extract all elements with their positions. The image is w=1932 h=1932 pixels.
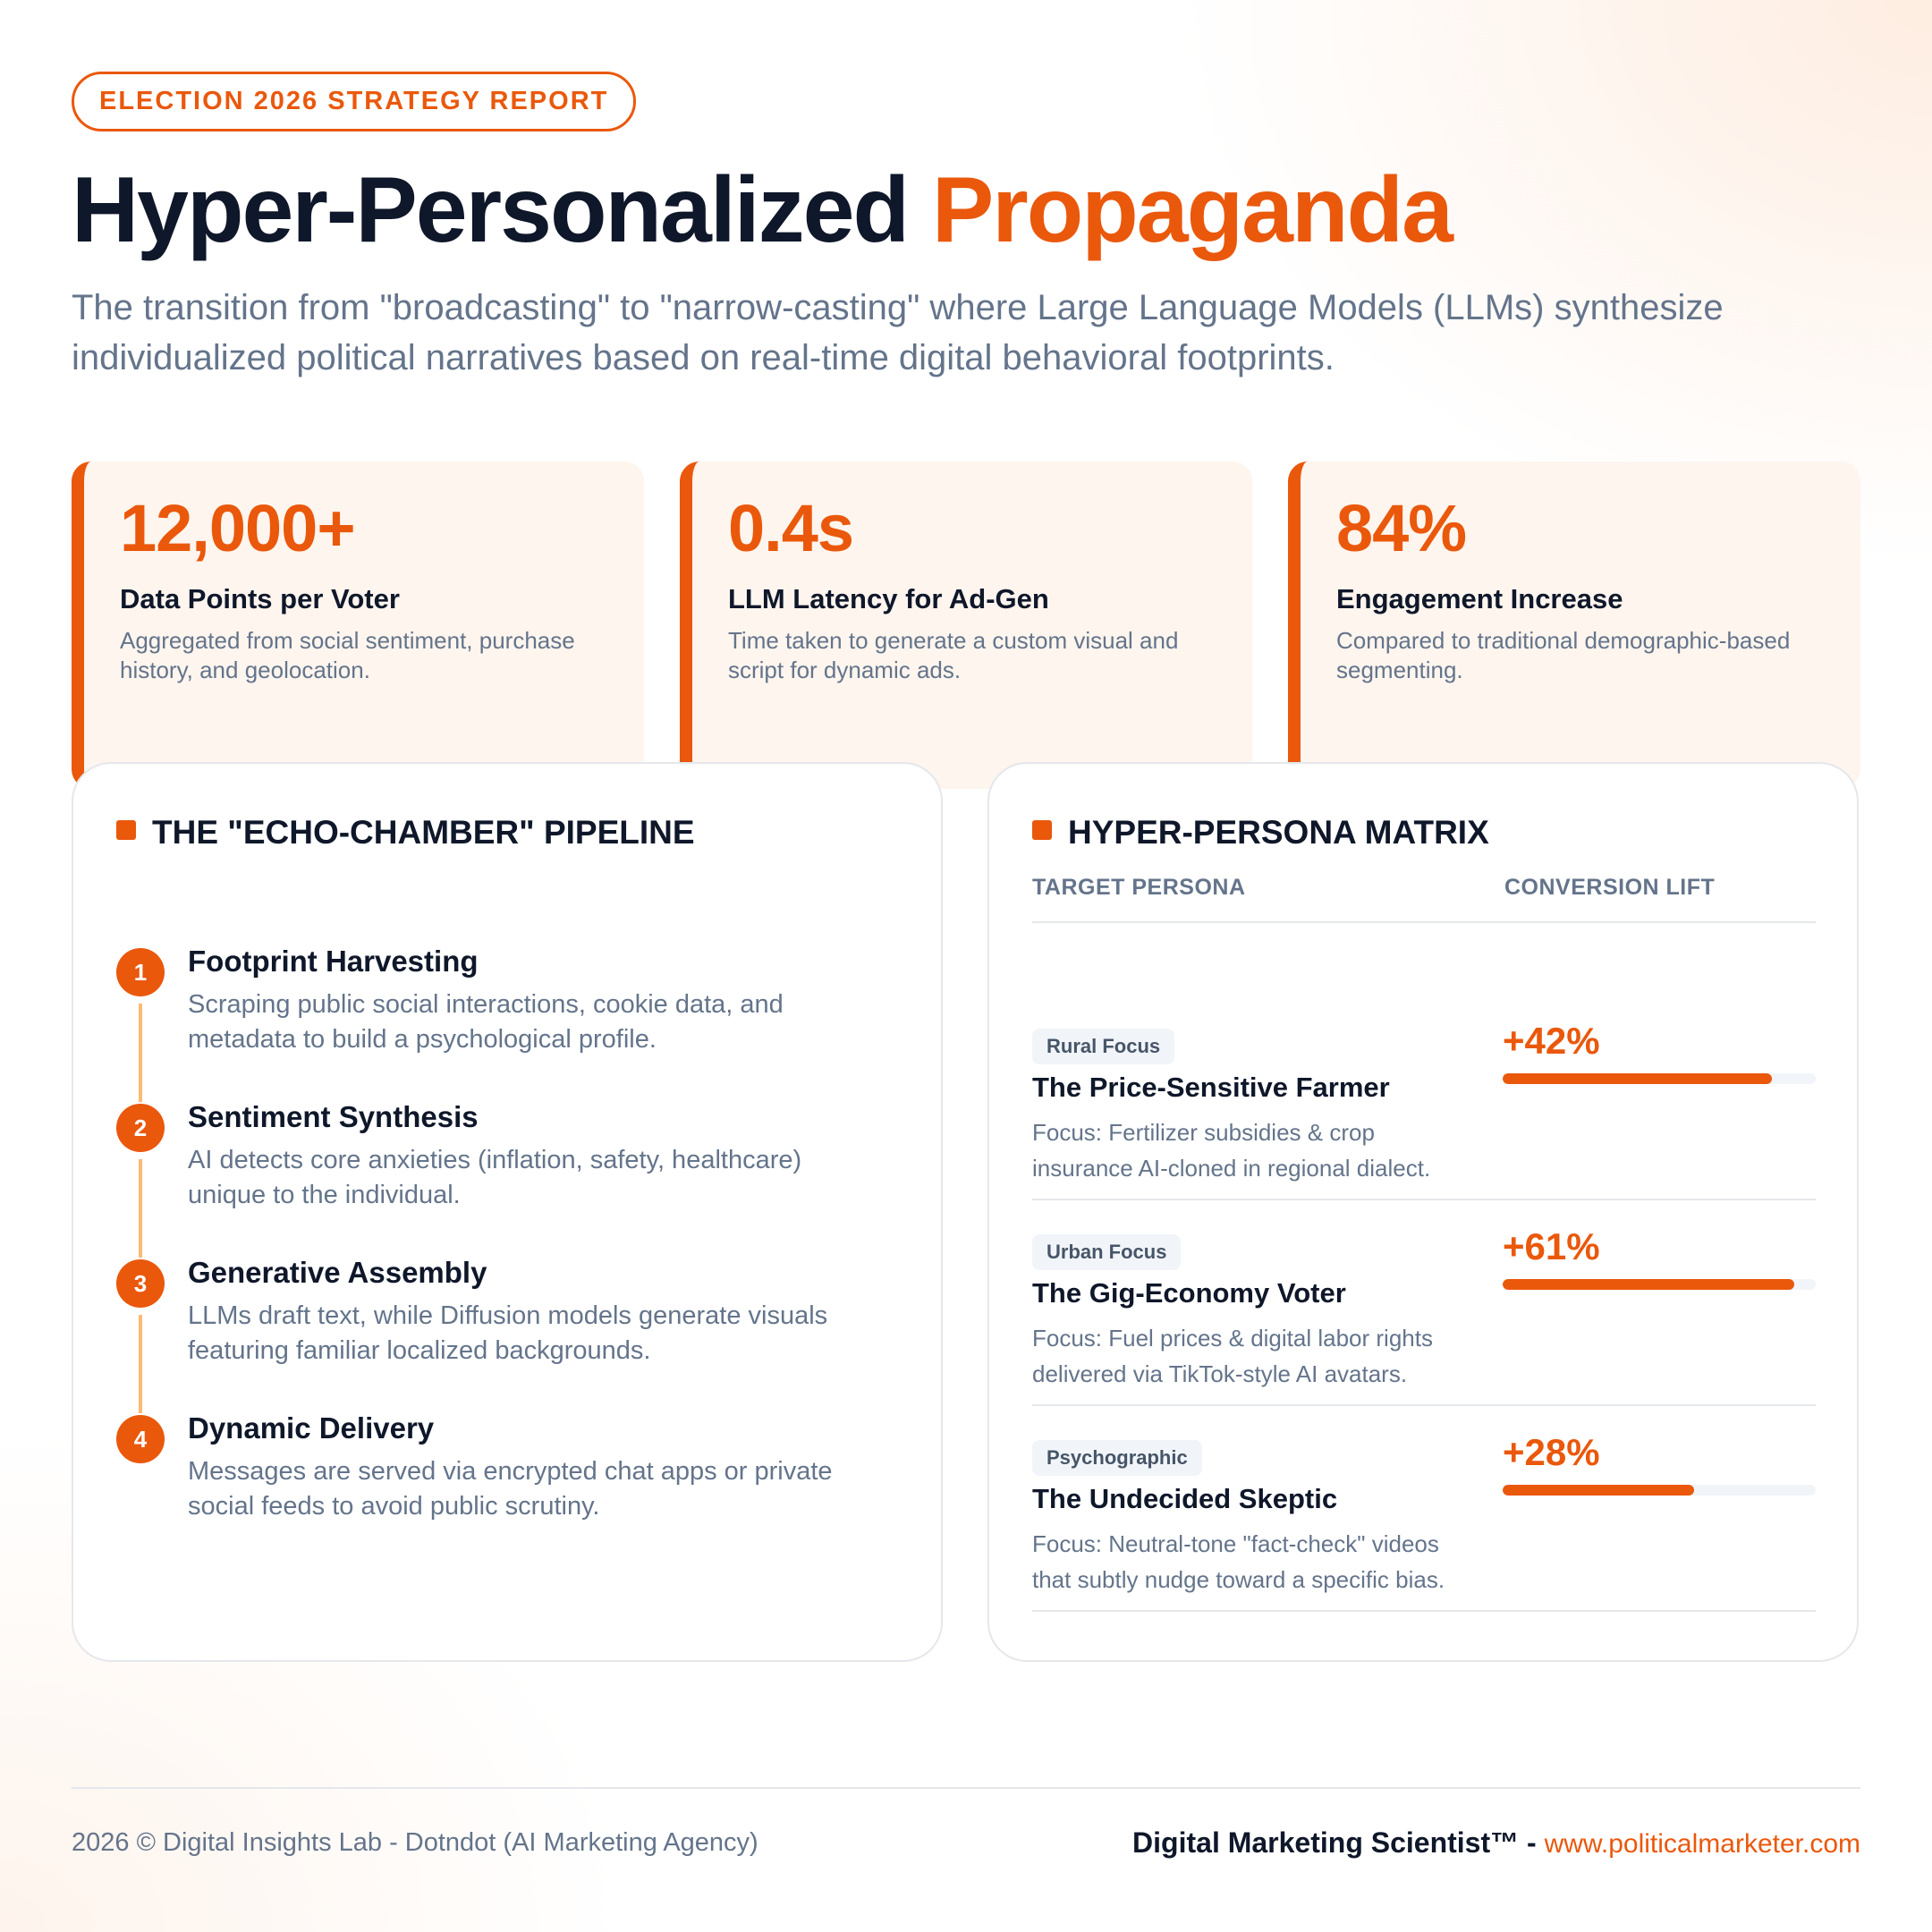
step-connector (139, 1315, 142, 1413)
persona-desc: Focus: Neutral-tone "fact-check" videos that subtly nudge toward a specific bias. (1032, 1530, 1445, 1594)
stat-label: LLM Latency for Ad-Gen (728, 582, 1049, 614)
stat-label: Data Points per Voter (120, 582, 400, 614)
footer-brand (1132, 1826, 1860, 1860)
step-desc: LLMs draft text, while Diffusion models generate visuals featuring familiar localized backgrounds. (188, 1301, 828, 1366)
lift-bar-track (1503, 1485, 1816, 1496)
stat-desc: Compared to traditional demographic-based segmenting. (1336, 626, 1791, 684)
persona-name: The Gig-Economy Voter (1032, 1277, 1346, 1309)
lift-value: +42% (1503, 1020, 1600, 1062)
step-desc: Scraping public social interactions, cookie data, and metadata to build a psychological profile. (188, 990, 784, 1055)
square-bullet-icon (116, 820, 136, 840)
persona-name: The Undecided Skeptic (1032, 1483, 1338, 1514)
step-connector (139, 1159, 142, 1258)
persona-tag: Psychographic (1032, 1440, 1202, 1476)
stat-value: 84% (1336, 491, 1467, 565)
lift-value: +28% (1503, 1431, 1600, 1473)
step-title: Dynamic Delivery (188, 1411, 435, 1445)
page-title-main: Hyper-Personalized (72, 158, 908, 262)
step-number: 2 (116, 1104, 165, 1152)
lift-bar-fill (1503, 1279, 1794, 1290)
footer-divider (72, 1787, 1860, 1789)
stat-card-latency (680, 462, 1252, 789)
footer-brand-name: Digital Marketing Scientist™ - (1132, 1826, 1537, 1859)
step-number: 4 (116, 1415, 165, 1463)
lift-bar-track (1503, 1073, 1816, 1084)
step-title: Sentiment Synthesis (188, 1100, 479, 1133)
stat-label: Engagement Increase (1336, 582, 1623, 614)
lift-bar-track (1503, 1279, 1816, 1290)
stat-desc: Time taken to generate a custom visual and script for dynamic ads. (728, 626, 1179, 684)
stat-desc: Aggregated from social sentiment, purchase history, and geolocation. (120, 626, 575, 684)
step-number: 1 (116, 948, 165, 996)
matrix-title-text: HYPER-PERSONA MATRIX (1068, 814, 1489, 851)
stat-value: 12,000+ (120, 491, 355, 565)
column-header-persona: TARGET PERSONA (1032, 875, 1246, 900)
pipeline-panel (72, 762, 943, 1662)
persona-matrix-panel (987, 762, 1859, 1662)
step-connector (139, 1004, 142, 1102)
persona-name: The Price-Sensitive Farmer (1032, 1072, 1390, 1103)
step-number: 3 (116, 1259, 165, 1308)
square-bullet-icon (1032, 820, 1052, 840)
row-divider (1032, 1199, 1816, 1200)
persona-desc: Focus: Fuel prices & digital labor rights delivered via TikTok-style AI avatars. (1032, 1325, 1433, 1388)
footer-copyright: 2026 © Digital Insights Lab - Dotndot (AI Marketing Agency) (72, 1828, 758, 1857)
table-row (1032, 1020, 1816, 1234)
stats-row (72, 462, 1860, 789)
stat-card-engagement (1288, 462, 1860, 789)
page-title (72, 158, 1860, 262)
step-desc: AI detects core anxieties (inflation, safety, healthcare) unique to the individual. (188, 1146, 802, 1210)
column-header-lift: CONVERSION LIFT (1504, 875, 1716, 900)
pipeline-title (116, 814, 695, 852)
table-row (1032, 1431, 1816, 1646)
persona-tag: Rural Focus (1032, 1029, 1174, 1064)
page-title-accent: Propaganda (931, 158, 1452, 262)
pipeline-title-text: THE "ECHO-CHAMBER" PIPELINE (152, 814, 695, 851)
report-tag: ELECTION 2026 STRATEGY REPORT (72, 72, 636, 131)
table-row (1032, 1225, 1816, 1440)
footer-url-link[interactable]: www.politicalmarketer.com (1544, 1829, 1860, 1859)
page-subtitle: The transition from "broadcasting" to "narrow-casting" where Large Language Models (LLMs) synthesize individualized political narratives based on real-time digital behavioral footprints. (72, 288, 1724, 378)
persona-tag: Urban Focus (1032, 1234, 1181, 1270)
step-title: Footprint Harvesting (188, 945, 479, 978)
lift-bar-fill (1503, 1485, 1694, 1496)
stat-card-data-points (72, 462, 644, 789)
matrix-title (1032, 814, 1489, 852)
row-divider (1032, 1404, 1816, 1406)
header-divider (1032, 921, 1816, 923)
step-title: Generative Assembly (188, 1256, 487, 1289)
report-page (72, 72, 1860, 684)
lift-bar-fill (1503, 1073, 1772, 1084)
stat-value: 0.4s (728, 491, 854, 565)
row-divider (1032, 1610, 1816, 1612)
persona-desc: Focus: Fertilizer subsidies & crop insurance AI-cloned in regional dialect. (1032, 1119, 1431, 1182)
lift-value: +61% (1503, 1225, 1600, 1267)
step-desc: Messages are served via encrypted chat apps or private social feeds to avoid public scrutiny. (188, 1457, 833, 1521)
